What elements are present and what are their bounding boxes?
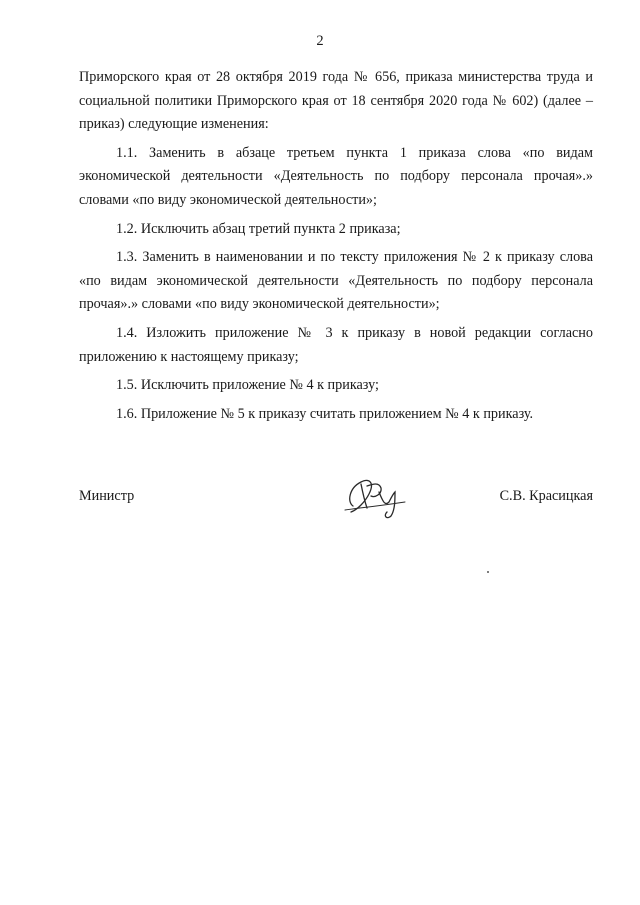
signature-block [79,488,593,528]
document-body [79,66,593,431]
page-number: 2 [316,33,324,49]
paragraph-item-1-4: 1.4. Изложить приложение № 3 к приказу в новой редакции согласно приложению к настоящему приказу; [79,324,593,365]
paragraph-item-1-1: 1.1. Заменить в абзаце третьем пункта 1 приказа слова «по видам экономической деятельности «Деятельность по подбору персонала прочая».» словами «по виду экономической деятельности»; [79,144,593,208]
paragraph-continuation: Приморского края от 28 октября 2019 года № 656, приказа министерства труда и социальной политики Приморского края от 18 сентября 2020 года № 602) (далее – приказ) следующие изменения: [79,69,593,133]
paragraph-item-1-2: 1.2. Исключить абзац третий пункта 2 приказа; [116,220,401,237]
handwritten-signature [339,472,419,520]
paragraph-item-1-5: 1.5. Исключить приложение № 4 к приказу; [116,377,379,394]
scan-speck [487,571,489,573]
signatory-title: Министр [79,488,135,504]
paragraph-item-1-3: 1.3. Заменить в наименовании и по тексту приложения № 2 к приказу слова «по видам экономической деятельности «Деятельность по подбору персонала прочая».» словами «по виду экономической деятельности»; [79,249,593,313]
paragraph-item-1-6: 1.6. Приложение № 5 к приказу считать приложением № 4 к приказу. [116,405,534,422]
signatory-name: С.В. Красицкая [499,488,593,504]
